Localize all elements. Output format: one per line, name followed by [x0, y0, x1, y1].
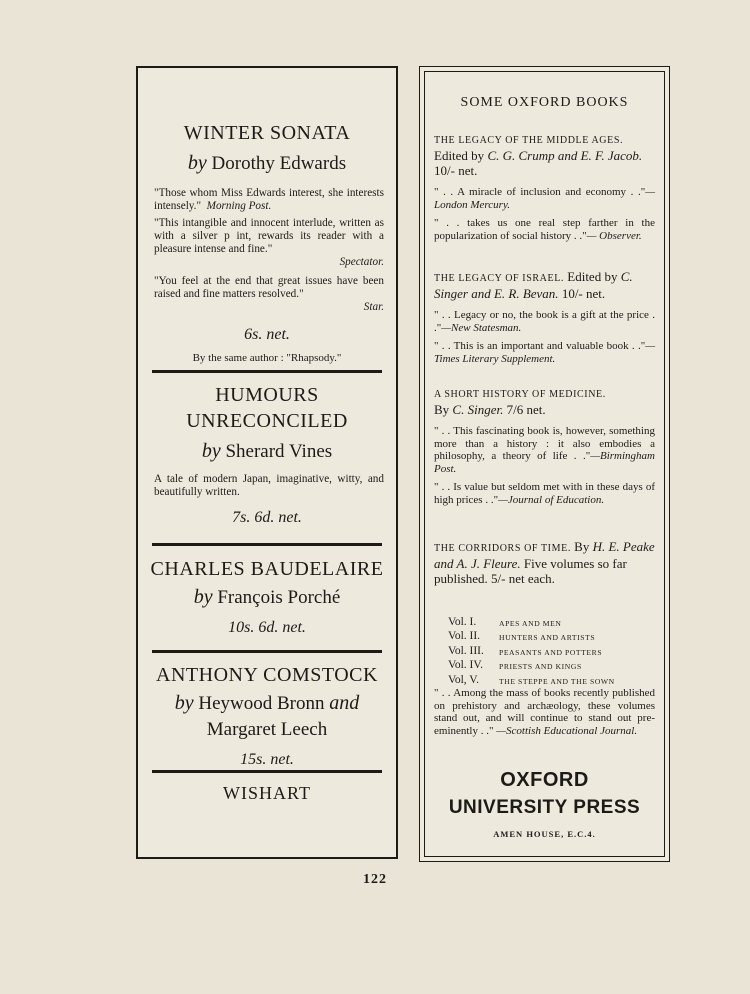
same-author-note: By the same author : "Rhapsody.": [192, 352, 342, 364]
publisher-name: WISHART: [223, 783, 311, 803]
book-entry-israel: THE LEGACY OF ISRAEL. Edited by C. Singer and E. R. Bevan. 10/- net. " . . Legacy or no, the book is a gift at the price . ."—New Statesman. " . . This is an important and valuable book . ."— Times Literary Supplement.: [434, 269, 655, 365]
review-quote: " . . This is an important and valuable book . ."— Times Literary Supplement.: [434, 340, 655, 365]
volume-item: Vol, V. THE STEPPE AND THE SOWN: [448, 673, 615, 686]
review-quote: "You feel at the end that great issues have been raised and fine matters resolved." Star.: [154, 275, 384, 313]
book-entry-middle-ages: THE LEGACY OF THE MIDDLE AGES. Edited by C. G. Crump and E. F. Jacob. 10/- net. " . . A miracle of inclusion and economy . ."—London Mercury. " . . takes us one real step farther in the popularization of social history . ."— Observer.: [434, 135, 655, 242]
volume-item: Vol. II. HUNTERS AND ARTISTS: [448, 630, 596, 643]
oxford-advertisement: [419, 66, 670, 862]
page-number: 122: [363, 872, 387, 887]
divider: [152, 543, 382, 546]
volume-item: Vol. IV. PRIESTS AND KINGS: [448, 659, 582, 672]
volume-item: Vol. I. APES AND MEN: [448, 616, 562, 628]
ad-heading: SOME OXFORD BOOKS: [460, 95, 629, 110]
book-title: HUMOURS: [215, 384, 319, 406]
book-price: 15s. net.: [240, 751, 294, 768]
book-title: CHARLES BAUDELAIRE: [150, 558, 384, 580]
review-quote: "Those whom Miss Edwards interest, she interests intensely." Morning Post.: [154, 187, 384, 212]
press-address: AMEN HOUSE, E.C.4.: [493, 829, 596, 839]
book-author: Margaret Leech: [206, 719, 328, 740]
book-entry-corridors: THE CORRIDORS OF TIME. By H. E. Peake and A. J. Fleure. Five volumes so far published. 5/- net each.: [434, 539, 655, 586]
volume-item: Vol. III. PEASANTS AND POTTERS: [448, 644, 603, 657]
press-name-line1: OXFORD: [500, 769, 589, 791]
divider: [152, 650, 382, 653]
book-price: 6s. net.: [244, 326, 290, 343]
comstock-section: [138, 662, 396, 769]
review-quote: "This intangible and innocent interlude, written as with a silver p int, rewards its reader with a pleasure intense and fine." Spectator.: [154, 217, 384, 268]
book-price: 10s. 6d. net.: [228, 619, 306, 636]
book-author: [138, 150, 396, 177]
review-quote: " . . A miracle of inclusion and economy . ."—London Mercury.: [434, 186, 655, 211]
review-quote: " . . Legacy or no, the book is a gift at the price . ."—New Statesman.: [434, 309, 655, 334]
baudelaire-section: [138, 556, 396, 637]
volume-list: [448, 616, 615, 688]
divider: [152, 770, 382, 773]
review-quote: " . . Among the mass of books recently published on prehistory and archæology, these volumes stand out, and will continue to stand out pre-eminently . ." —Scottish Educational Journal.: [434, 687, 655, 737]
book-author: by Heywood Bronn and: [174, 692, 360, 714]
book-title: ANTHONY COMSTOCK: [156, 664, 378, 686]
humours-section: [138, 382, 396, 527]
wishart-advertisement: [136, 66, 398, 859]
winter-sonata-section: [138, 120, 396, 364]
book-title: UNRECONCILED: [186, 410, 348, 432]
by-word: by: [187, 152, 207, 174]
author-name: Dorothy Edwards: [211, 153, 347, 174]
corridors-review: [434, 687, 655, 737]
book-entry-medicine: A SHORT HISTORY OF MEDICINE. By C. Singer. 7/6 net. " . . This fascinating book is, however, something more than a history : it also embodies a philosophy, a theory of life . ."—Birmingham Post. " . . Is value but seldom met with in these days of high prices . ."—Journal of Education.: [434, 389, 655, 506]
review-quote: " . . Is value but seldom met with in these days of high prices . ."—Journal of Education.: [434, 481, 655, 506]
review-quote: " . . takes us one real step farther in the popularization of social history . ."— Observer.: [434, 217, 655, 242]
divider: [152, 370, 382, 373]
book-description: A tale of modern Japan, imaginative, witty, and beautifully written.: [154, 473, 384, 498]
book-author: by Sherard Vines: [201, 440, 333, 462]
book-author: by François Porché: [193, 586, 341, 608]
review-quote: " . . This fascinating book is, however, something more than a history : it also embodies a philosophy, a theory of life . ."—Birmingham Post.: [434, 425, 655, 475]
book-title: WINTER SONATA: [183, 122, 351, 144]
book-price: 7s. 6d. net.: [232, 509, 302, 526]
press-name-line2: UNIVERSITY PRESS: [448, 797, 641, 818]
